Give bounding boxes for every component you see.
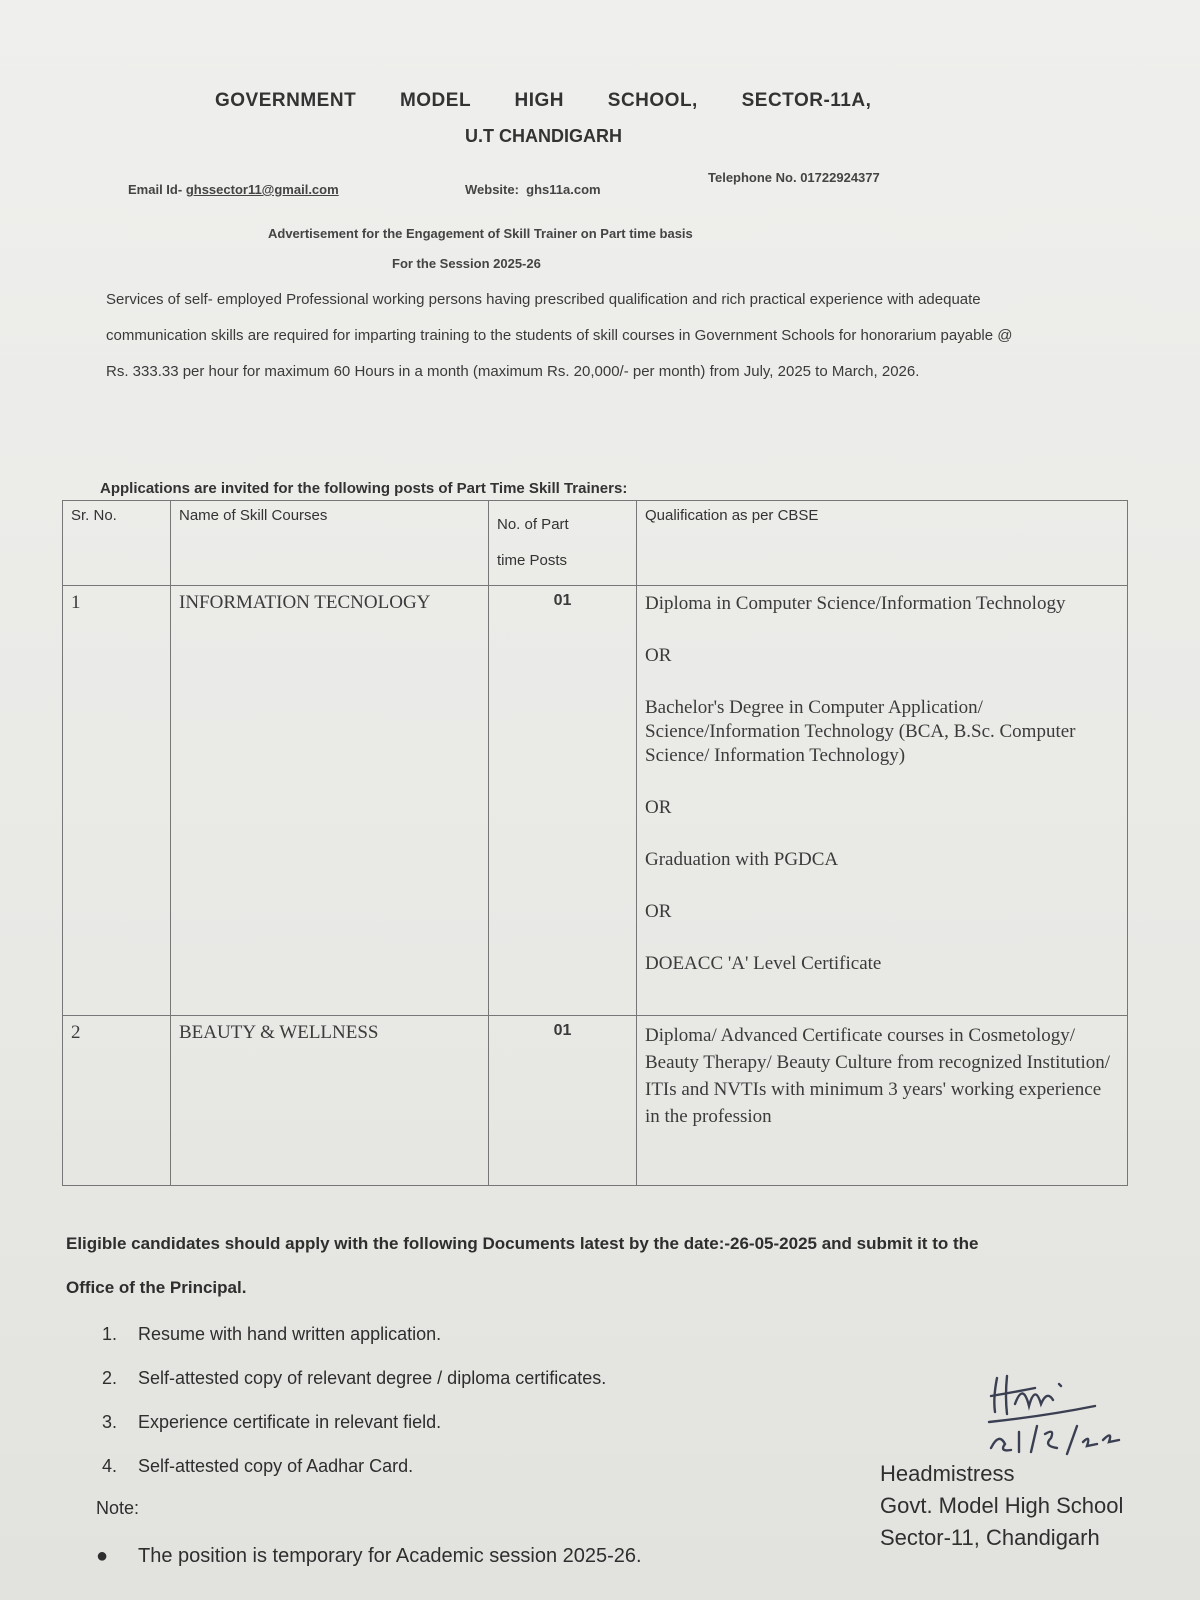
qualification-item: Graduation with PGDCA	[645, 849, 839, 870]
school-location: U.T CHANDIGARH	[465, 126, 622, 146]
telephone-line: Telephone No. 01722924377	[708, 170, 880, 185]
qualification-item: DOEACC 'A' Level Certificate	[645, 953, 882, 974]
header-course: Name of Skill Courses	[171, 501, 489, 586]
school-title: GOVERNMENT MODEL HIGH SCHOOL, SECTOR-11A,	[215, 90, 872, 111]
signature-icon	[985, 1370, 1135, 1460]
signatory-title: Headmistress	[880, 1461, 1015, 1486]
email-label: Email Id-	[128, 182, 183, 197]
row-qualification	[637, 1016, 1128, 1186]
list-item-number: 1.	[102, 1324, 118, 1344]
header-sr: Sr. No.	[63, 501, 171, 586]
list-item	[102, 1400, 606, 1444]
advertisement-heading: Advertisement for the Engagement of Skill Trainer on Part time basis	[268, 226, 693, 241]
website-line	[465, 182, 601, 197]
note-bullet-text: The position is temporary for Academic session 2025-26.	[138, 1545, 642, 1567]
list-item-number: 2.	[102, 1368, 118, 1388]
header-posts-line2: time Posts	[497, 552, 568, 569]
website-value: ghs11a.com	[526, 182, 601, 197]
note-bullet	[96, 1545, 642, 1568]
list-item	[102, 1312, 606, 1356]
posts-table	[62, 500, 1128, 1186]
qualification-item: OR	[645, 901, 672, 922]
table-row	[63, 1016, 1128, 1186]
qualification-item: Diploma in Computer Science/Information Technology	[645, 593, 1066, 614]
qualification-item: OR	[645, 797, 672, 818]
header-posts	[489, 501, 637, 586]
email-link[interactable]: ghssector11@gmail.com	[185, 182, 339, 197]
row-qualification	[637, 586, 1128, 1016]
list-item-number: 4.	[102, 1456, 118, 1476]
list-item-text: Experience certificate in relevant field.	[138, 1412, 442, 1432]
list-item-text: Self-attested copy of relevant degree / diploma certificates.	[138, 1368, 607, 1388]
table-row	[63, 586, 1128, 1016]
list-item-number: 3.	[102, 1412, 118, 1432]
header-qualification: Qualification as per CBSE	[637, 501, 1128, 586]
intro-paragraph: Services of self- employed Professional working persons having prescribed qualification and rich practical experience with adequate communication skills are required for imparting training to the students of skill courses in Government Schools for honorarium payable @ Rs. 333.33 per hour for maximum 60 Hours in a month (maximum Rs. 20,000/- per month) from July, 2025 to March, 2026.	[106, 291, 1013, 380]
session-line: For the Session 2025-26	[392, 256, 541, 271]
signature-block	[880, 1458, 1123, 1554]
email-line	[128, 182, 339, 197]
row-course: INFORMATION TECNOLOGY	[171, 586, 489, 1016]
website-label: Website:	[465, 182, 519, 197]
row-sr: 2	[63, 1016, 171, 1186]
documents-list	[100, 1312, 606, 1488]
row-course: BEAUTY & WELLNESS	[171, 1016, 489, 1186]
qualification-item: OR	[645, 645, 672, 666]
bullet-icon: ●	[96, 1545, 109, 1567]
qualification-item: Diploma/ Advanced Certificate courses in Cosmetology/ Beauty Therapy/ Beauty Culture from recognized Institution/ ITIs and NVTIs with minimum 3 years' working experience in the profession	[645, 1025, 1111, 1127]
row-posts: 01	[489, 586, 637, 1016]
qualification-item: Bachelor's Degree in Computer Application/ Science/Information Technology (BCA, B.Sc. Computer Science/ Information Technology)	[645, 697, 1076, 766]
signatory-location: Sector-11, Chandigarh	[880, 1525, 1100, 1550]
header-posts-line1: No. of Part	[497, 516, 569, 533]
table-header-row	[63, 501, 1128, 586]
applications-line: Applications are invited for the following posts of Part Time Skill Trainers:	[100, 480, 628, 497]
list-item-text: Self-attested copy of Aadhar Card.	[138, 1456, 414, 1476]
row-posts: 01	[489, 1016, 637, 1186]
list-item	[102, 1444, 606, 1488]
note-label: Note:	[96, 1498, 140, 1518]
list-item-text: Resume with hand written application.	[138, 1324, 442, 1344]
eligibility-text: Eligible candidates should apply with the following Documents latest by the date:-26-05-2025 and submit it to the Office of the Principal.	[66, 1234, 979, 1297]
list-item	[102, 1356, 607, 1400]
signatory-school: Govt. Model High School	[880, 1493, 1124, 1518]
row-sr: 1	[63, 586, 171, 1016]
